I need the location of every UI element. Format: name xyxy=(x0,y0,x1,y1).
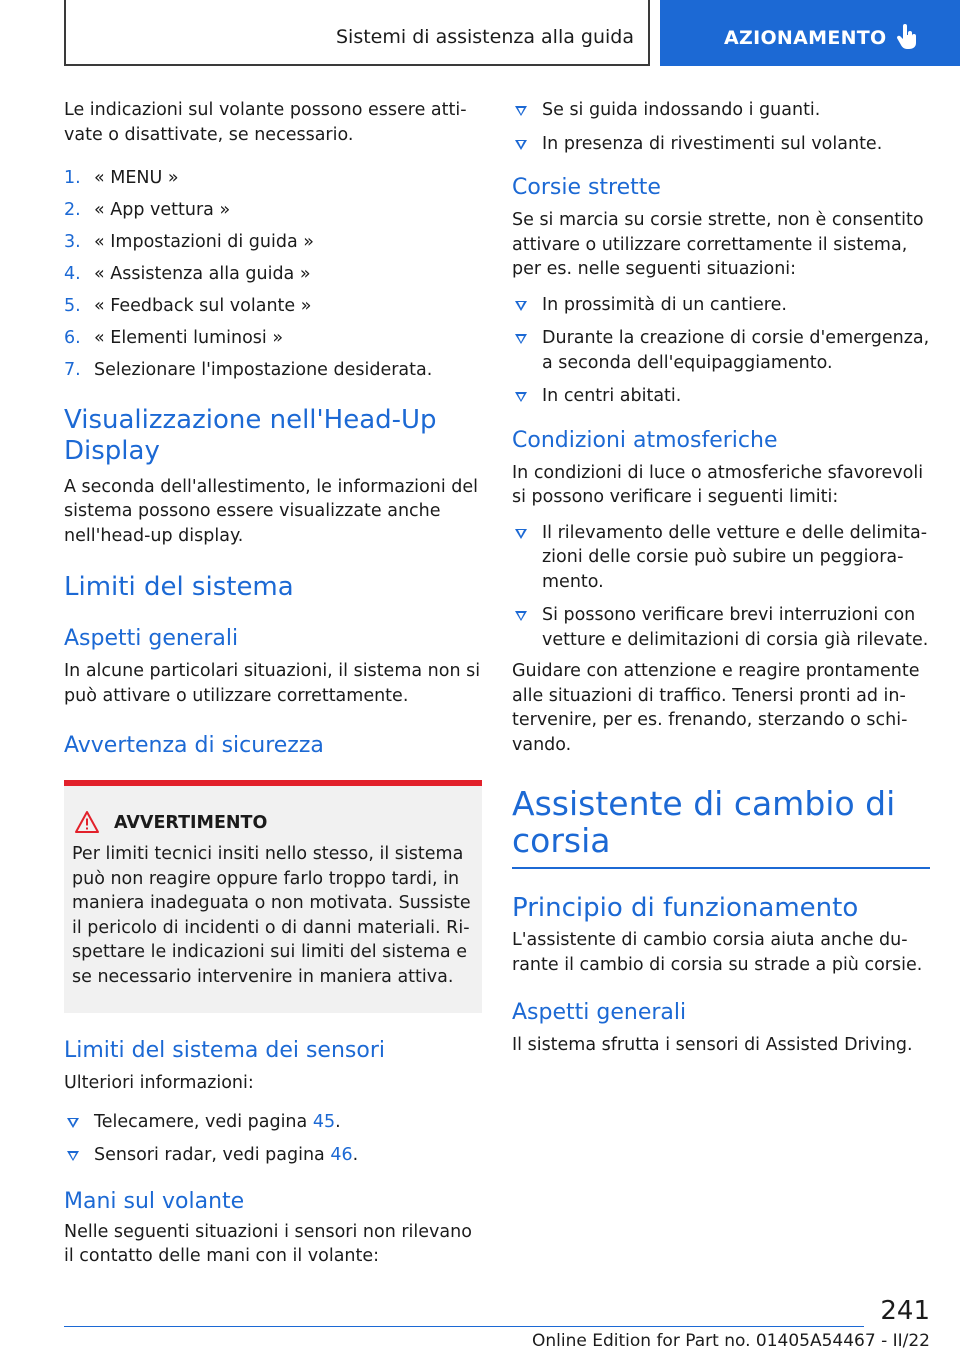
heading-rule xyxy=(512,867,930,869)
page-link-45[interactable]: 45 xyxy=(312,1111,336,1132)
limits-heading: Limiti del sistema xyxy=(64,572,294,602)
list-item: Durante la creazione di corsie d'emergenza, a seconda dell'equipaggiamento. xyxy=(512,326,930,375)
narrow-heading: Corsie strette xyxy=(512,175,661,200)
header-section-title: Sistemi di assistenza alla guida xyxy=(335,26,634,48)
warning-box xyxy=(64,780,482,1013)
sensors-heading: Limiti del sistema dei sensori xyxy=(64,1038,385,1063)
header-section-box xyxy=(64,0,650,66)
narrow-list xyxy=(512,293,930,409)
hand-pointer-icon xyxy=(896,24,920,50)
list-item: 5. « Feedback sul volante » xyxy=(64,296,312,316)
list-item: Se si guida indossando i guanti. xyxy=(512,98,930,123)
list-item: 2. « App vettura » xyxy=(64,200,231,220)
menu-steps-list xyxy=(64,166,482,383)
safety-heading: Avvertenza di sicurezza xyxy=(64,733,324,758)
hands-list xyxy=(512,98,930,156)
header-chapter-title: AZIONAMENTO xyxy=(724,27,887,49)
hud-paragraph: A seconda dell'allestimento, le informazioni del sistema possono essere visualizzate anche nell'head-up display. xyxy=(64,476,478,546)
lane-change-heading: Assistente di cambio di corsia xyxy=(512,784,896,860)
list-item: 6. « Elementi luminosi » xyxy=(64,328,284,348)
list-item: 1. « MENU » xyxy=(64,168,179,188)
list-item: Si possono verificare brevi interruzioni con vetture e delimitazioni di corsia già rilevate. xyxy=(512,603,930,652)
list-item: In centri abitati. xyxy=(512,384,930,409)
warning-text: Per limiti tecnici insiti nello stesso, il sistema può non reagire oppure farlo troppo tardi, in maniera inadeguata o non motivata. Sussiste il pericolo di incidenti o di danni materiali. Rispettare le indicazioni sui limiti del sistema e se necessario intervenire in maniera attiva. xyxy=(72,844,471,987)
list-item: In prossimità di un cantiere. xyxy=(512,293,930,318)
page-number: 241 xyxy=(880,1296,930,1326)
list-item: 7. Selezionare l'impostazione desiderata. xyxy=(64,360,433,380)
weather-heading: Condizioni atmosferiche xyxy=(512,427,778,453)
right-column xyxy=(512,98,930,1058)
weather-paragraph: In condizioni di luce o atmosferiche sfavorevoli si possono verificare i seguenti limiti: xyxy=(512,462,924,507)
list-item: In presenza di rivestimenti sul volante. xyxy=(512,132,930,157)
list-item: 4. « Assistenza alla guida » xyxy=(64,264,311,284)
general-heading-2: Aspetti generali xyxy=(512,1000,687,1025)
principle-paragraph: L'assistente di cambio corsia aiuta anche durante il cambio di corsia su strade a più corsie. xyxy=(512,930,923,975)
list-item: Sensori radar, vedi pagina 46. xyxy=(64,1143,482,1168)
header-chapter-tab xyxy=(660,0,960,66)
list-item: 3. « Impostazioni di guida » xyxy=(64,232,314,252)
footer-rule xyxy=(64,1326,864,1327)
sensors-list xyxy=(64,1110,482,1168)
hud-heading: Visualizzazione nell'Head-Up Display xyxy=(64,404,437,466)
general-heading: Aspetti generali xyxy=(64,626,239,651)
left-column xyxy=(64,98,482,1269)
warning-triangle-icon xyxy=(74,810,100,834)
weather-list xyxy=(512,521,930,653)
general-paragraph-2: Il sistema sfrutta i sensori di Assisted Driving. xyxy=(512,1035,913,1055)
principle-heading: Principio di funzionamento xyxy=(512,893,859,923)
page-link-46[interactable]: 46 xyxy=(330,1145,353,1165)
warning-title: AVVERTIMENTO xyxy=(72,812,474,834)
intro-paragraph: Le indicazioni sul volante possono essere attivate o disattivate, se necessario. xyxy=(64,100,467,145)
general-paragraph: In alcune particolari situazioni, il sistema non si può attivare o utilizzare correttamente. xyxy=(64,661,481,706)
weather-note: Guidare con attenzione e reagire prontamente alle situazioni di traffico. Tenersi pronti ad intervenire, per es. frenando, sterzando o schivando. xyxy=(512,661,920,755)
list-item: Il rilevamento delle vetture e delle delimitazioni delle corsie può subire un peggioramento. xyxy=(512,521,930,595)
narrow-paragraph: Se si marcia su corsie strette, non è consentito attivare o utilizzare correttamente il sistema, per es. nelle seguenti situazioni: xyxy=(512,210,924,279)
hands-heading: Mani sul volante xyxy=(64,1188,245,1214)
footer-edition: Online Edition for Part no. 01405A54467 - II/22 xyxy=(531,1331,930,1351)
list-item: Telecamere, vedi pagina 45. xyxy=(64,1110,482,1135)
hands-paragraph: Nelle seguenti situazioni i sensori non rilevano il contatto delle mani con il volante: xyxy=(64,1221,472,1266)
sensors-paragraph: Ulteriori informazioni: xyxy=(64,1073,254,1093)
